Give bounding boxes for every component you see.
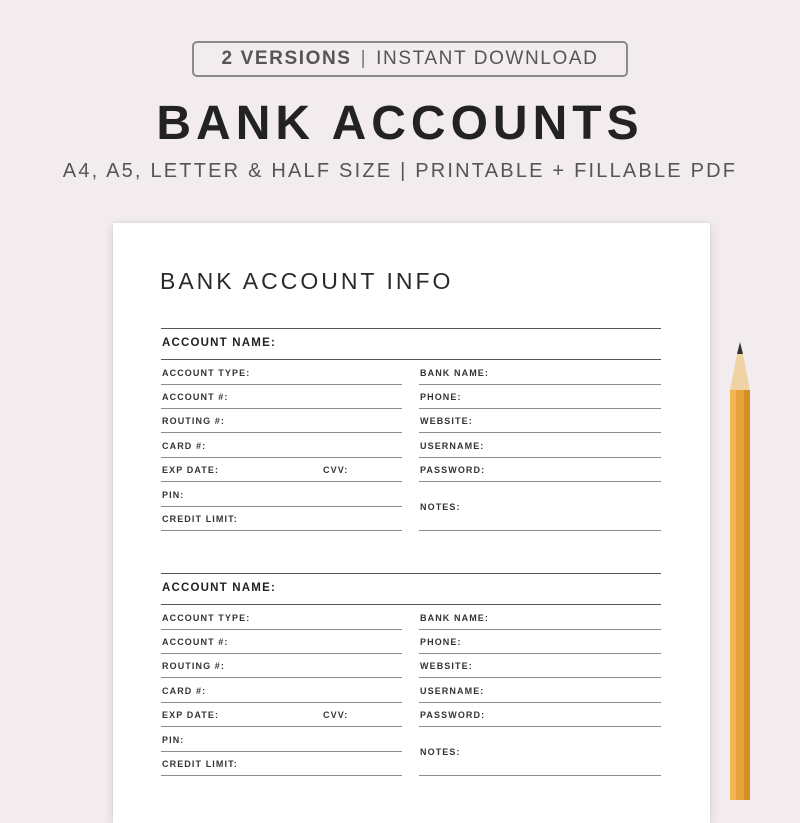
field-credit-limit: CREDIT LIMIT:	[161, 751, 402, 776]
badge-versions: 2 VERSIONS	[221, 48, 352, 69]
field-pin: PIN:	[161, 482, 402, 507]
field-website: WEBSITE:	[419, 653, 661, 678]
field-username: USERNAME:	[419, 678, 661, 703]
account-name-label: ACCOUNT NAME:	[162, 582, 276, 594]
account-name-label: ACCOUNT NAME:	[162, 337, 276, 349]
divider	[161, 328, 661, 329]
field-phone: PHONE:	[419, 384, 661, 409]
field-phone: PHONE:	[419, 629, 661, 654]
field-routing-number: ROUTING #:	[161, 408, 402, 433]
page-title: BANK ACCOUNTS	[156, 97, 644, 150]
format-badge	[192, 41, 628, 77]
field-card-number: CARD #:	[161, 678, 402, 703]
divider	[161, 573, 661, 574]
badge-separator: |	[360, 48, 368, 69]
field-card-number: CARD #:	[161, 433, 402, 458]
field-bank-name: BANK NAME:	[419, 605, 661, 630]
field-notes: NOTES:	[419, 727, 661, 776]
field-exp-date: EXP DATE: CVV:	[161, 702, 402, 727]
field-password: PASSWORD:	[419, 457, 661, 482]
badge-download: INSTANT DOWNLOAD	[376, 48, 599, 69]
field-username: USERNAME:	[419, 433, 661, 458]
field-account-type: ACCOUNT TYPE:	[161, 605, 402, 630]
field-routing-number: ROUTING #:	[161, 653, 402, 678]
page-subtitle: A4, A5, LETTER & HALF SIZE | PRINTABLE + FILLABLE PDF	[62, 160, 738, 182]
printable-sheet	[113, 223, 710, 823]
field-cvv: CVV:	[323, 465, 349, 475]
field-password: PASSWORD:	[419, 702, 661, 727]
field-account-number: ACCOUNT #:	[161, 384, 402, 409]
field-website: WEBSITE:	[419, 408, 661, 433]
field-account-type: ACCOUNT TYPE:	[161, 360, 402, 385]
field-cvv: CVV:	[323, 710, 349, 720]
field-exp-date: EXP DATE: CVV:	[161, 457, 402, 482]
pencil-icon	[726, 340, 754, 800]
field-notes: NOTES:	[419, 482, 661, 531]
field-account-number: ACCOUNT #:	[161, 629, 402, 654]
field-pin: PIN:	[161, 727, 402, 752]
field-bank-name: BANK NAME:	[419, 360, 661, 385]
sheet-title: BANK ACCOUNT INFO	[160, 268, 454, 294]
field-credit-limit: CREDIT LIMIT:	[161, 506, 402, 531]
